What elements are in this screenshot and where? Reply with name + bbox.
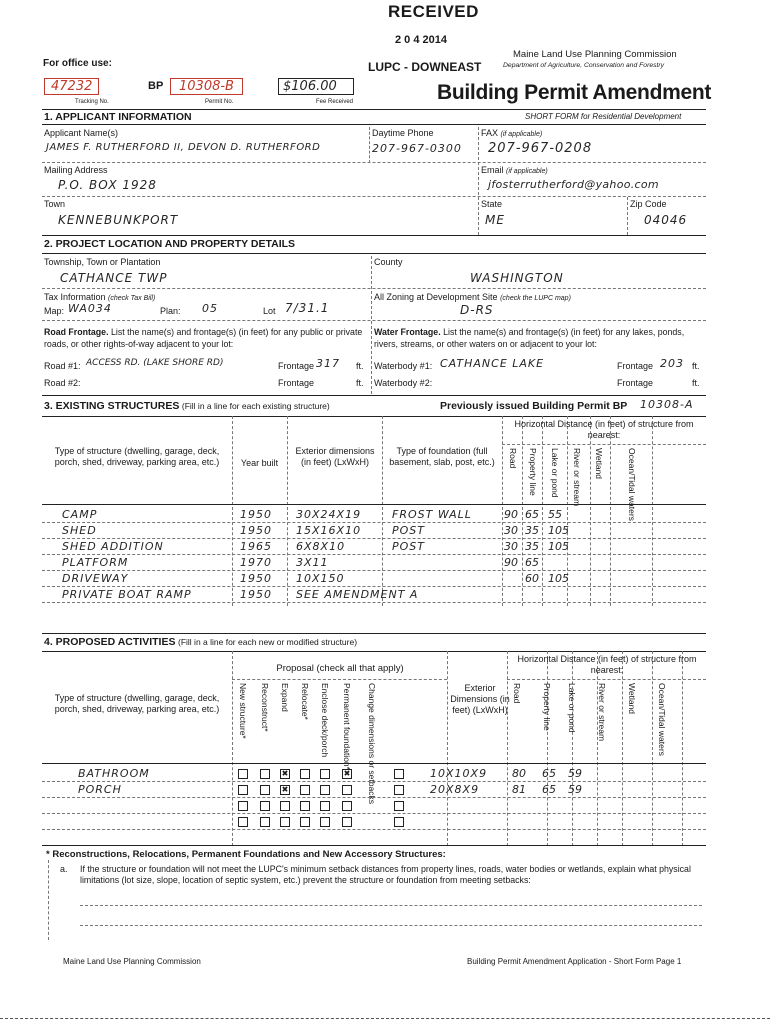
s4-row-checkbox[interactable] [342, 817, 352, 827]
s4-row-checkbox[interactable] [394, 817, 404, 827]
s4-row-property[interactable]: 65 [542, 783, 556, 796]
existing-structures-table [42, 416, 706, 616]
mailing-address-label: Mailing Address [44, 165, 108, 175]
tracking-number: 47232 [44, 78, 99, 95]
lot-label: Lot [263, 306, 276, 316]
bottom-scan-line [0, 1018, 770, 1019]
s3-dist-col-header: Lake or pond [550, 448, 560, 498]
state-value[interactable]: ME [485, 213, 505, 227]
s3-row-dim[interactable]: 30X24X19 [296, 508, 362, 521]
s4-proposal-col-header: Relocate* [300, 683, 310, 720]
office-use-label: For office use: [43, 58, 112, 69]
s4-proposal-header-line [232, 679, 447, 680]
footer-left: Maine Land Use Planning Commission [63, 957, 201, 966]
road-frontage-text: Road Frontage. List the name(s) and frontage(s) (in feet) for any public or private roads, or other rights-of-way adjacent to your lot: [44, 327, 363, 349]
s4-row-checkbox[interactable] [238, 817, 248, 827]
s4-row-line [42, 781, 706, 782]
s4-row-checkbox[interactable] [238, 785, 248, 795]
s3-col-divider [287, 416, 288, 606]
s1-row-line-1 [42, 162, 706, 163]
zoning-value[interactable]: D-RS [460, 303, 494, 317]
section3-heading: 3. EXISTING STRUCTURES (Fill in a line for each existing structure) [44, 400, 330, 412]
s3-col-divider [232, 416, 233, 606]
note-a-marker: a. [60, 864, 68, 874]
s3-row-foundation[interactable]: FROST WALL [392, 508, 472, 521]
s4-row-line [42, 797, 706, 798]
s3-row-line [42, 538, 706, 539]
s3-col-year-header: Year built [240, 458, 279, 468]
s4-col-divider [652, 651, 653, 846]
s3-row-road[interactable]: 90 [504, 508, 518, 521]
water1-ft: ft. [692, 361, 700, 371]
map-value[interactable]: WA034 [68, 302, 112, 315]
s3-row-dim[interactable]: 3X11 [296, 556, 329, 569]
s3-header-line [42, 504, 706, 505]
water1-frontage-value[interactable]: 203 [660, 357, 684, 370]
s4-row-checkbox[interactable] [300, 769, 310, 779]
daytime-phone-value[interactable]: 207-967-0300 [372, 142, 462, 155]
s4-col-dim-header: Exterior Dimensions (in feet) (LxWxH) [450, 683, 510, 715]
waterbody1-label: Waterbody #1: [374, 361, 433, 371]
prev-bp-label: Previously issued Building Permit BP [440, 400, 628, 412]
s1-vdiv-2 [478, 127, 479, 235]
fax-label: FAX (if applicable) [481, 128, 543, 138]
s1-vdiv-3 [627, 197, 628, 235]
s4-dist-col-header: Wetland [627, 683, 637, 715]
waterbody2-label: Waterbody #2: [374, 378, 433, 388]
applicant-name-label: Applicant Name(s) [44, 128, 119, 138]
email-label: Email (if applicable) [481, 165, 548, 175]
s3-row-type[interactable]: PRIVATE BOAT RAMP [62, 588, 192, 601]
s3-row-road[interactable]: 90 [504, 556, 518, 569]
county-value[interactable]: WASHINGTON [470, 271, 564, 285]
bp-label: BP [148, 80, 164, 92]
s1-bottom-line [42, 235, 706, 236]
s4-row-checkbox[interactable] [342, 785, 352, 795]
received-stamp: RECEIVED [388, 2, 479, 21]
s4-col-divider [622, 651, 623, 846]
s3-col-dist-header: Horizontal Distance (in feet) of structure from nearest: [514, 419, 694, 440]
s3-row-type[interactable]: CAMP [62, 508, 98, 521]
water-frontage-text: Water Frontage. List the name(s) and frontage(s) (in feet) for any lakes, ponds, rivers, streams, or other waters on or adjacent to your lot: [374, 327, 685, 349]
tax-info-label: Tax Information (check Tax Bill) [44, 292, 156, 302]
s4-row-type[interactable]: PORCH [78, 783, 122, 796]
s3-dist-col-header: Wetland [594, 448, 604, 480]
s4-row-checkbox[interactable] [320, 785, 330, 795]
road2-frontage-label: Frontage [278, 378, 315, 388]
road1-frontage-label: Frontage [278, 361, 315, 371]
s4-row-dim[interactable]: 20X8X9 [430, 783, 480, 796]
s4-row-checkbox[interactable] [320, 817, 330, 827]
fee-received: $106.00 [278, 78, 354, 95]
section2-heading: 2. PROJECT LOCATION AND PROPERTY DETAILS [44, 238, 296, 250]
s3-row-dim[interactable]: SEE AMENDMENT A [296, 588, 419, 601]
s3-row-type[interactable]: SHED [62, 524, 97, 537]
setback-explanation-text: If the structure or foundation will not meet the LUPC's minimum setback distances from property lines, roads, water bodies or wetlands, explain what physical limitations (lot size, slope, location of septic system, etc.) prevent the structure or foundation from meeting setbacks: [80, 864, 691, 885]
s3-dist-col-header: Property line [528, 448, 538, 496]
s4-col-divider [507, 651, 508, 846]
s4-row-checkbox[interactable] [300, 785, 310, 795]
s4-dist-col-header: Property line [542, 683, 552, 731]
road1-frontage-value[interactable]: 317 [316, 357, 340, 370]
s4-row-line [42, 813, 706, 814]
s4-col-type-header: Type of structure (dwelling, garage, deck, porch, shed, driveway, parking area, etc.) [54, 693, 220, 714]
state-label: State [481, 199, 503, 209]
s3-row-property[interactable]: 65 [525, 508, 539, 521]
s4-row-checkbox[interactable] [300, 817, 310, 827]
s3-dist-header-line [502, 444, 706, 445]
s4-row-checkbox[interactable]: ✖ [281, 785, 289, 794]
s4-col-dist-header: Horizontal Distance (in feet) of structure from nearest: [517, 654, 697, 675]
s4-row-checkbox[interactable] [238, 769, 248, 779]
s4-row-dim[interactable]: 10X10X9 [430, 767, 488, 780]
town-value[interactable]: KENNEBUNKPORT [58, 213, 179, 227]
road1-label: Road #1: [44, 361, 81, 371]
proposed-activities-table [42, 651, 706, 846]
s4-row-checkbox[interactable] [260, 785, 270, 795]
waterbody1-value[interactable]: CATHANCE LAKE [440, 357, 545, 370]
section4-top-line [42, 633, 706, 634]
s4-row-checkbox[interactable] [394, 801, 404, 811]
s4-proposal-col-header: Reconstruct* [260, 683, 270, 732]
mailing-address-value[interactable]: P.O. BOX 1928 [58, 178, 157, 192]
road1-ft: ft. [356, 361, 364, 371]
s3-row-foundation[interactable]: POST [392, 540, 425, 553]
fee-label: Fee Received [316, 99, 354, 105]
s4-col-divider [232, 651, 233, 846]
s4-row-type[interactable]: BATHROOM [78, 767, 150, 780]
s3-row-type[interactable]: DRIVEWAY [62, 572, 129, 585]
agency-name: Maine Land Use Planning Commission [513, 49, 677, 60]
s3-dist-col-header: Road [508, 448, 518, 469]
s3-col-dim-header: Exterior dimensions (in feet) (LxWxH) [295, 446, 375, 467]
zip-label: Zip Code [630, 199, 667, 209]
s4-row-checkbox[interactable] [280, 817, 290, 827]
map-label: Map: [44, 306, 65, 316]
permit-label: Permit No. [205, 99, 234, 105]
s3-row-line [42, 570, 706, 571]
s3-row-type[interactable]: SHED ADDITION [62, 540, 164, 553]
explanation-line-1[interactable] [80, 905, 702, 906]
s4-proposal-col-header: Expand [280, 683, 290, 712]
s4-bottom-line [42, 845, 706, 846]
s4-dist-col-header: River or stream [597, 683, 607, 742]
header-divider [42, 109, 706, 110]
s2-row-line-2 [42, 320, 706, 321]
s4-dist-col-header: Lake or pond [567, 683, 577, 733]
s4-row-property[interactable]: 65 [542, 767, 556, 780]
road1-value[interactable]: ACCESS RD. (LAKE SHORE RD) [86, 358, 224, 368]
county-label: County [374, 257, 403, 267]
section1-heading: 1. APPLICANT INFORMATION [44, 111, 192, 123]
tracking-label: Tracking No. [75, 99, 109, 105]
explanation-line-2[interactable] [80, 925, 702, 926]
s3-row-property[interactable]: 35 [525, 540, 539, 553]
section4-heading: 4. PROPOSED ACTIVITIES (Fill in a line for each new or modified structure) [44, 636, 358, 648]
town-label: Town [44, 199, 66, 209]
water2-frontage-label: Frontage [617, 378, 654, 388]
s4-dist-col-header: Ocean/Tidal waters [657, 683, 667, 756]
lot-value[interactable]: 7/31.1 [285, 301, 330, 315]
s4-row-road[interactable]: 80 [512, 767, 526, 780]
note-left-border [48, 860, 49, 940]
s3-row-year[interactable]: 1950 [240, 508, 272, 521]
plan-label: Plan: [160, 306, 181, 316]
water2-ft: ft. [692, 378, 700, 388]
footer-right: Building Permit Amendment Application - Short Form Page 1 [467, 957, 682, 966]
section2-divider [42, 253, 706, 254]
s3-row-lake[interactable]: 105 [548, 572, 569, 585]
s3-row-lake[interactable]: 105 [548, 540, 569, 553]
s3-row-property[interactable]: 65 [525, 556, 539, 569]
s4-row-checkbox[interactable] [260, 817, 270, 827]
township-label: Township, Town or Plantation [44, 257, 161, 267]
s3-row-type[interactable]: PLATFORM [62, 556, 129, 569]
s4-proposal-col-header: Permanent foundation* [342, 683, 352, 770]
s3-dist-col-header: River or stream [572, 448, 582, 507]
s4-col-divider [682, 651, 683, 846]
s3-row-line [42, 554, 706, 555]
s4-header-line [42, 763, 706, 764]
s4-row-checkbox[interactable]: ✖ [343, 769, 351, 778]
s4-row-checkbox[interactable] [342, 801, 352, 811]
s4-row-checkbox[interactable] [300, 801, 310, 811]
s3-row-property[interactable]: 35 [525, 524, 539, 537]
road2-ft: ft. [356, 378, 364, 388]
township-value[interactable]: CATHANCE TWP [60, 271, 168, 285]
s4-row-road[interactable]: 81 [512, 783, 526, 796]
s2-vdiv-1 [371, 256, 372, 394]
s3-row-road[interactable]: 30 [504, 524, 518, 537]
reconstruction-note-heading: * Reconstructions, Relocations, Permanent Foundations and New Accessory Structures: [46, 849, 446, 860]
s4-row-checkbox[interactable] [238, 801, 248, 811]
s4-row-checkbox[interactable] [260, 801, 270, 811]
applicant-name-value[interactable]: JAMES F. RUTHERFORD II, DEVON D. RUTHERFORD [46, 142, 321, 153]
s2-row-line-1 [42, 288, 706, 289]
s3-row-year[interactable]: 1965 [240, 540, 272, 553]
s3-col-type-header: Type of structure (dwelling, garage, deck, porch, shed, driveway, parking area, etc.) [54, 446, 220, 467]
office-use-box [42, 78, 372, 98]
s3-row-year[interactable]: 1950 [240, 588, 272, 601]
zoning-label: All Zoning at Development Site (check the LUPC map) [374, 292, 571, 302]
s3-row-foundation[interactable]: POST [392, 524, 425, 537]
s3-row-road[interactable]: 30 [504, 540, 518, 553]
s4-dist-col-header: Road [512, 683, 522, 704]
s4-row-checkbox[interactable]: ✖ [281, 769, 289, 778]
zip-value[interactable]: 04046 [644, 213, 688, 227]
s4-row-checkbox[interactable] [260, 769, 270, 779]
s3-row-dim[interactable]: 15X16X10 [296, 524, 362, 537]
s3-row-year[interactable]: 1950 [240, 524, 272, 537]
form-subtitle: SHORT FORM for Residential Development [525, 112, 682, 121]
s4-row-checkbox[interactable] [280, 801, 290, 811]
s4-proposal-col-header: New structure* [238, 683, 248, 739]
plan-value[interactable]: 05 [202, 302, 218, 315]
s1-row-line-2 [42, 196, 706, 197]
s3-col-found-header: Type of foundation (full basement, slab, post, etc.) [389, 446, 495, 467]
s4-row-checkbox[interactable] [394, 769, 404, 779]
s3-row-property[interactable]: 60 [525, 572, 539, 585]
s3-row-lake[interactable]: 105 [548, 524, 569, 537]
s1-vdiv-1 [369, 127, 370, 163]
section1-divider [42, 124, 706, 125]
s4-row-lake[interactable]: 59 [568, 767, 582, 780]
s3-row-lake[interactable]: 55 [548, 508, 562, 521]
s4-row-checkbox[interactable] [320, 769, 330, 779]
s3-row-line [42, 602, 706, 603]
s4-col-proposal-header: Proposal (check all that apply) [276, 663, 404, 674]
s3-row-dim[interactable]: 6X8X10 [296, 540, 346, 553]
s4-dist-header-line [507, 679, 706, 680]
permit-number: 10308-B [170, 78, 243, 95]
s3-row-year[interactable]: 1970 [240, 556, 272, 569]
s4-proposal-col-header: Enclose deck/porch [320, 683, 330, 758]
s2-bottom-line [42, 395, 706, 396]
s4-proposal-col-header: Change dimensions or setbacks [367, 683, 377, 804]
form-title: Building Permit Amendment [437, 81, 712, 104]
road2-label: Road #2: [44, 378, 81, 388]
s4-row-lake[interactable]: 59 [568, 783, 582, 796]
agency-dept: Department of Agriculture, Conservation and Forestry [503, 62, 665, 69]
s3-col-divider [382, 416, 383, 606]
fax-value[interactable]: 207-967-0208 [488, 141, 593, 156]
s3-row-dim[interactable]: 10X150 [296, 572, 345, 585]
s3-row-line [42, 586, 706, 587]
prev-bp-value[interactable]: 10308-A [640, 398, 694, 411]
email-value[interactable]: jfosterrutherford@yahoo.com [488, 178, 659, 191]
s3-row-line [42, 522, 706, 523]
received-date: 2 0 4 2014 [395, 34, 447, 46]
s4-col-divider [447, 651, 448, 846]
s4-row-checkbox[interactable] [320, 801, 330, 811]
s4-row-line [42, 829, 706, 830]
daytime-phone-label: Daytime Phone [372, 128, 434, 138]
water1-frontage-label: Frontage [617, 361, 654, 371]
s4-row-checkbox[interactable] [394, 785, 404, 795]
s3-row-year[interactable]: 1950 [240, 572, 272, 585]
stamp-office: LUPC - DOWNEAST [368, 60, 482, 74]
s3-dist-col-header: Ocean/Tidal waters [627, 448, 637, 521]
